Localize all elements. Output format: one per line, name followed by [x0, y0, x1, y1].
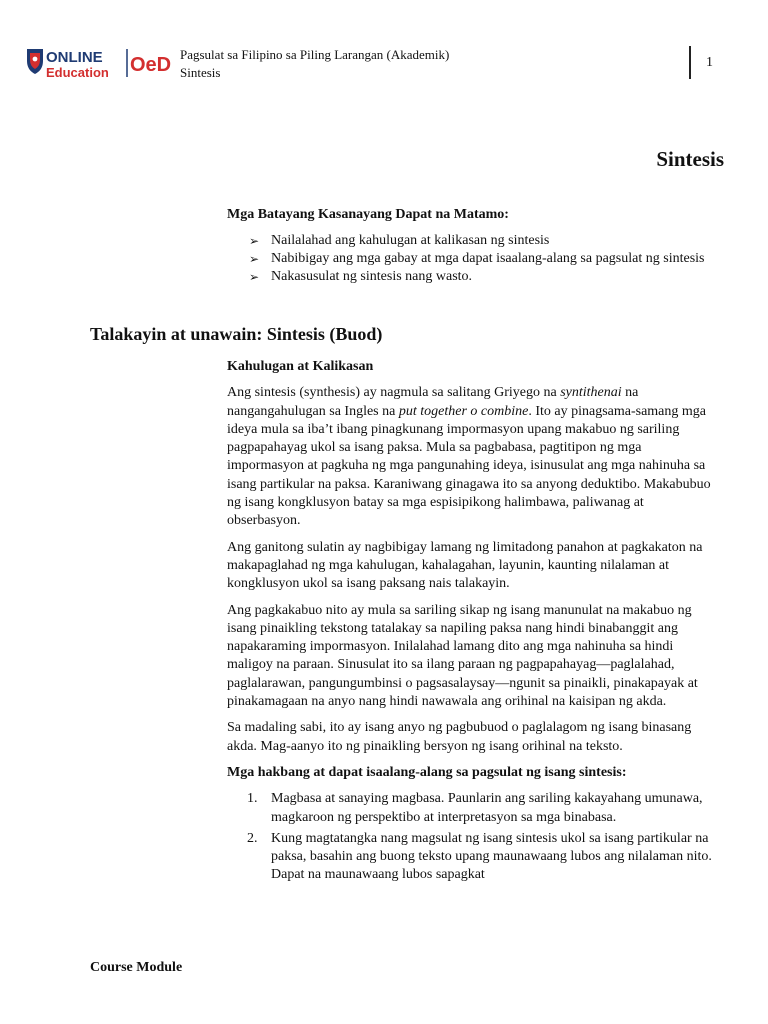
paragraph-text: na nangangahulugan sa Ingles na — [227, 385, 639, 419]
paragraph-text: . Ito ay pinagsama-samang mga ideya mula sa iba’t ibang pinagkunang impormasyon upang makabuo ng sariling pagpapahayag ukol sa isang paksa. Mula sa pagbabasa, pagtitipon ng mga impormasyon at pagkuha ng mga pangunahing ideya, isinusulat ang mga nahinuha sa isang partikular na paksa. Karaniwang ginagawa ito sa anyong deduktibo. Makabubuo ng isang kongklusyon batay sa mga espisipikong halimbawa, paliwanag at obserbasyon. — [227, 403, 711, 529]
header-divider — [689, 46, 691, 79]
objective-text: Nailalahad ang kahulugan at kalikasan ng sintesis — [271, 233, 550, 248]
header-topic: Sintesis — [180, 65, 221, 80]
logo-word-online: ONLINE — [46, 49, 103, 66]
objective-item — [249, 250, 719, 268]
step-text: Magbasa at sanaying magbasa. Paunlarin ang sariling kakayahang umunawa, magkaroon ng perspektibo at interpretasyon sa mga binabasa. — [271, 791, 703, 825]
objectives-heading: Mga Batayang Kasanayang Dapat na Matamo: — [227, 207, 509, 222]
shield-emblem-icon — [27, 49, 43, 74]
paragraph-4: Sa madaling sabi, ito ay isang anyo ng pagbubuod o paglalagom ng isang binasang akda. Mag-aanyo ito ng pinaikling bersyon ng isang orihinal na teksto. — [227, 720, 692, 754]
online-education-logo — [24, 45, 174, 81]
objective-item — [249, 232, 719, 250]
page-number: 1 — [706, 55, 713, 70]
paragraph-text: Ang sintesis (synthesis) ay nagmula sa salitang Griyego na — [227, 385, 561, 401]
page-footer: Course Module — [90, 960, 183, 975]
paragraph-2: Ang ganitong sulatin ay nagbibigay lamang ng limitadong panahon at pagkakaton na makapaglahad ng mga kahulugan, kahalagahan, layunin, kaunting nilalaman at kongklusyon ukol sa isang paksang nais talakayin. — [227, 539, 703, 592]
objective-text: Nabibigay ang mga gabay at mga dapat isaalang-alang sa pagsulat ng sintesis — [271, 251, 705, 266]
page-header — [22, 40, 752, 90]
step-item — [227, 830, 719, 885]
step-item — [227, 790, 719, 827]
step-text: Kung magtatangka nang magsulat ng isang sintesis ukol sa isang partikular na paksa, basahin ang buong teksto upang maunawaang lubos ang nilalaman nito. Dapat na maunawaang lubos sapagkat — [271, 830, 712, 883]
step-number: 2. — [247, 830, 258, 846]
objective-text: Nakasusulat ng sintesis nang wasto. — [271, 269, 473, 284]
steps-heading: Mga hakbang at dapat isaalang-alang sa pagsulat ng isang sintesis: — [227, 764, 627, 780]
paragraph-1 — [227, 384, 719, 530]
arrowhead-bullet-icon: ➢ — [249, 270, 260, 284]
logo-mark-oed: OeD — [130, 54, 172, 76]
objectives-list — [249, 232, 719, 286]
steps-list — [227, 790, 719, 884]
arrowhead-bullet-icon: ➢ — [249, 234, 260, 248]
paragraph-3: Ang pagkakabuo nito ay mula sa sariling sikap ng isang manunulat na makabuo ng isang pinaikling tekstong tatalakay sa napiling paksa nang hindi binabanggit ang napakaraming impormasyon. Inilalahad lamang dito ang mga nahinuha sa hindi maligoy na paraan. Sinusulat ito sa ilang paraan ng pagpapahayag—paglalahad, paglalarawan, pangungumbinsi o pagsasalaysay—ngunit sa pinaikli, pinakapayak at pinakamagaan na anyo nang hindi nawawala ang orihinal na kaisipan ng akda. — [227, 602, 698, 710]
italic-term: put together o combine — [398, 403, 529, 419]
document-title: Sintesis — [656, 147, 724, 171]
italic-term: syntithenai — [560, 385, 622, 401]
logo-word-education: Education — [46, 65, 109, 80]
subheading-kahulugan: Kahulugan at Kalikasan — [227, 359, 374, 374]
objective-item — [249, 268, 719, 286]
course-title: Pagsulat sa Filipino sa Piling Larangan (Akademik) — [180, 47, 450, 62]
main-content — [227, 358, 719, 888]
arrowhead-bullet-icon: ➢ — [249, 252, 260, 266]
step-number: 1. — [247, 791, 258, 807]
section-title: Talakayin at unawain: Sintesis (Buod) — [90, 324, 383, 344]
